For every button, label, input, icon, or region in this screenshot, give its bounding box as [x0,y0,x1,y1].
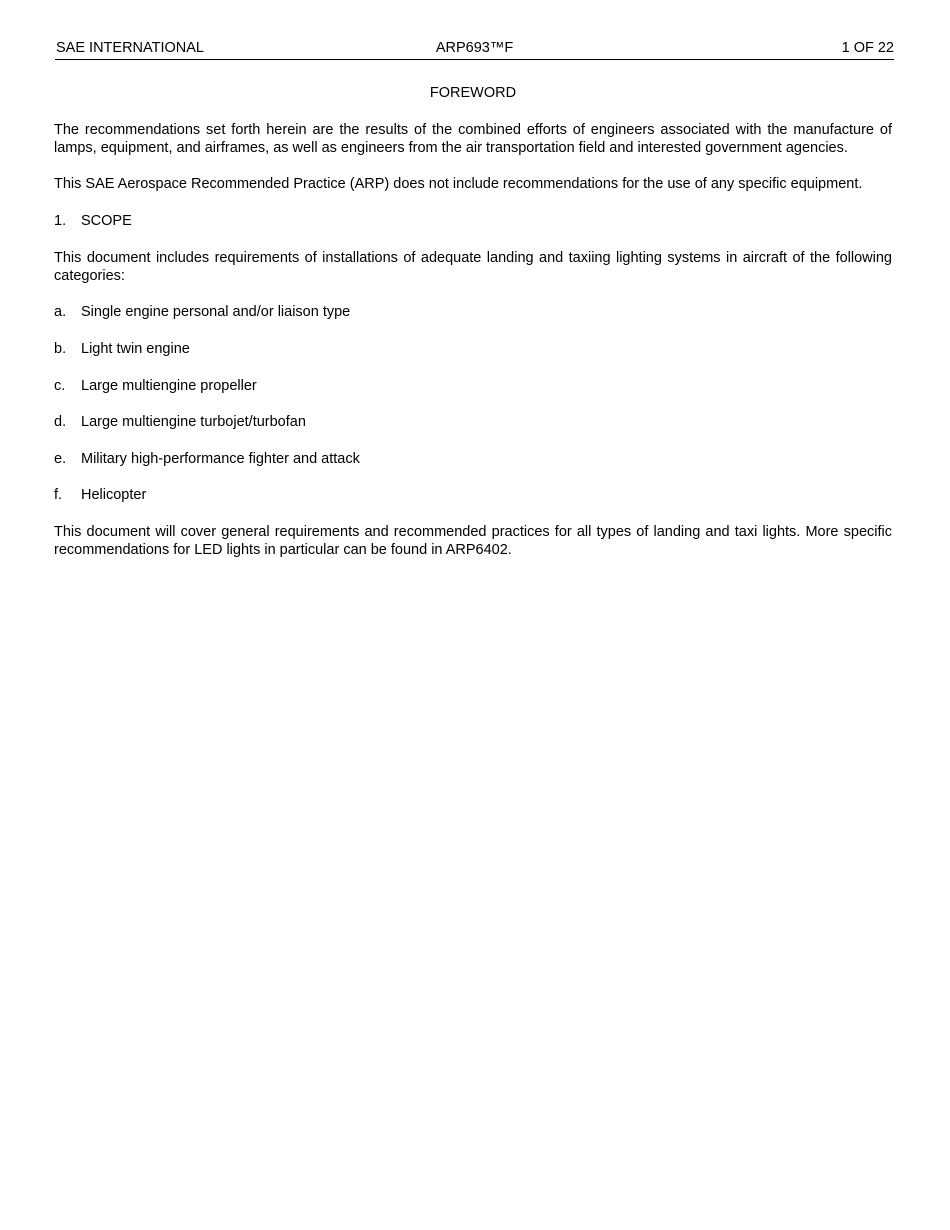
running-header [55,38,894,58]
foreword-paragraph-2: This SAE Aerospace Recommended Practice (ARP) does not include recommendations for the use of any specific equipment. [54,176,863,193]
category-list-item [54,377,892,395]
category-marker: d. [54,414,67,431]
header-page-indicator: 1 OF 22 [841,40,894,56]
category-text: Military high-performance fighter and attack [81,450,360,467]
scope-title: SCOPE [81,212,132,229]
header-organization: SAE INTERNATIONAL [56,40,204,56]
category-list-item [54,340,892,358]
document-body [54,84,892,578]
category-marker: a. [54,304,67,321]
category-list-item [54,413,892,431]
category-text: Light twin engine [81,340,190,357]
foreword-paragraph-1: The recommendations set forth herein are the results of the combined efforts of engineers associated with the manufacture of lamps, equipment, and airframes, as well as engineers from the air transportation field and interested government agencies. [54,121,892,156]
scope-heading [54,212,892,230]
header-document-id: ARP693™F [435,40,514,56]
category-text: Helicopter [81,487,147,504]
scope-closing-paragraph: This document will cover general requirements and recommended practices for all types of landing and taxi lights. More specific recommendations for LED lights in particular can be found in ARP6402. [54,523,892,559]
scope-intro-paragraph: This document includes requirements of installations of adequate landing and taxiing lighting systems in aircraft of the following categories: [54,249,892,284]
scope-number: 1. [54,212,67,229]
category-marker: e. [54,450,67,467]
category-list-item [54,486,892,504]
foreword-heading: FOREWORD [429,85,517,101]
category-text: Large multiengine propeller [81,377,257,394]
category-text: Single engine personal and/or liaison type [81,304,351,321]
header-divider [55,59,894,60]
category-marker: c. [54,377,66,394]
category-marker: b. [54,340,67,357]
category-marker: f. [54,487,63,504]
category-text: Large multiengine turbojet/turbofan [81,414,306,431]
category-list-item [54,303,892,321]
category-list-item [54,450,892,468]
